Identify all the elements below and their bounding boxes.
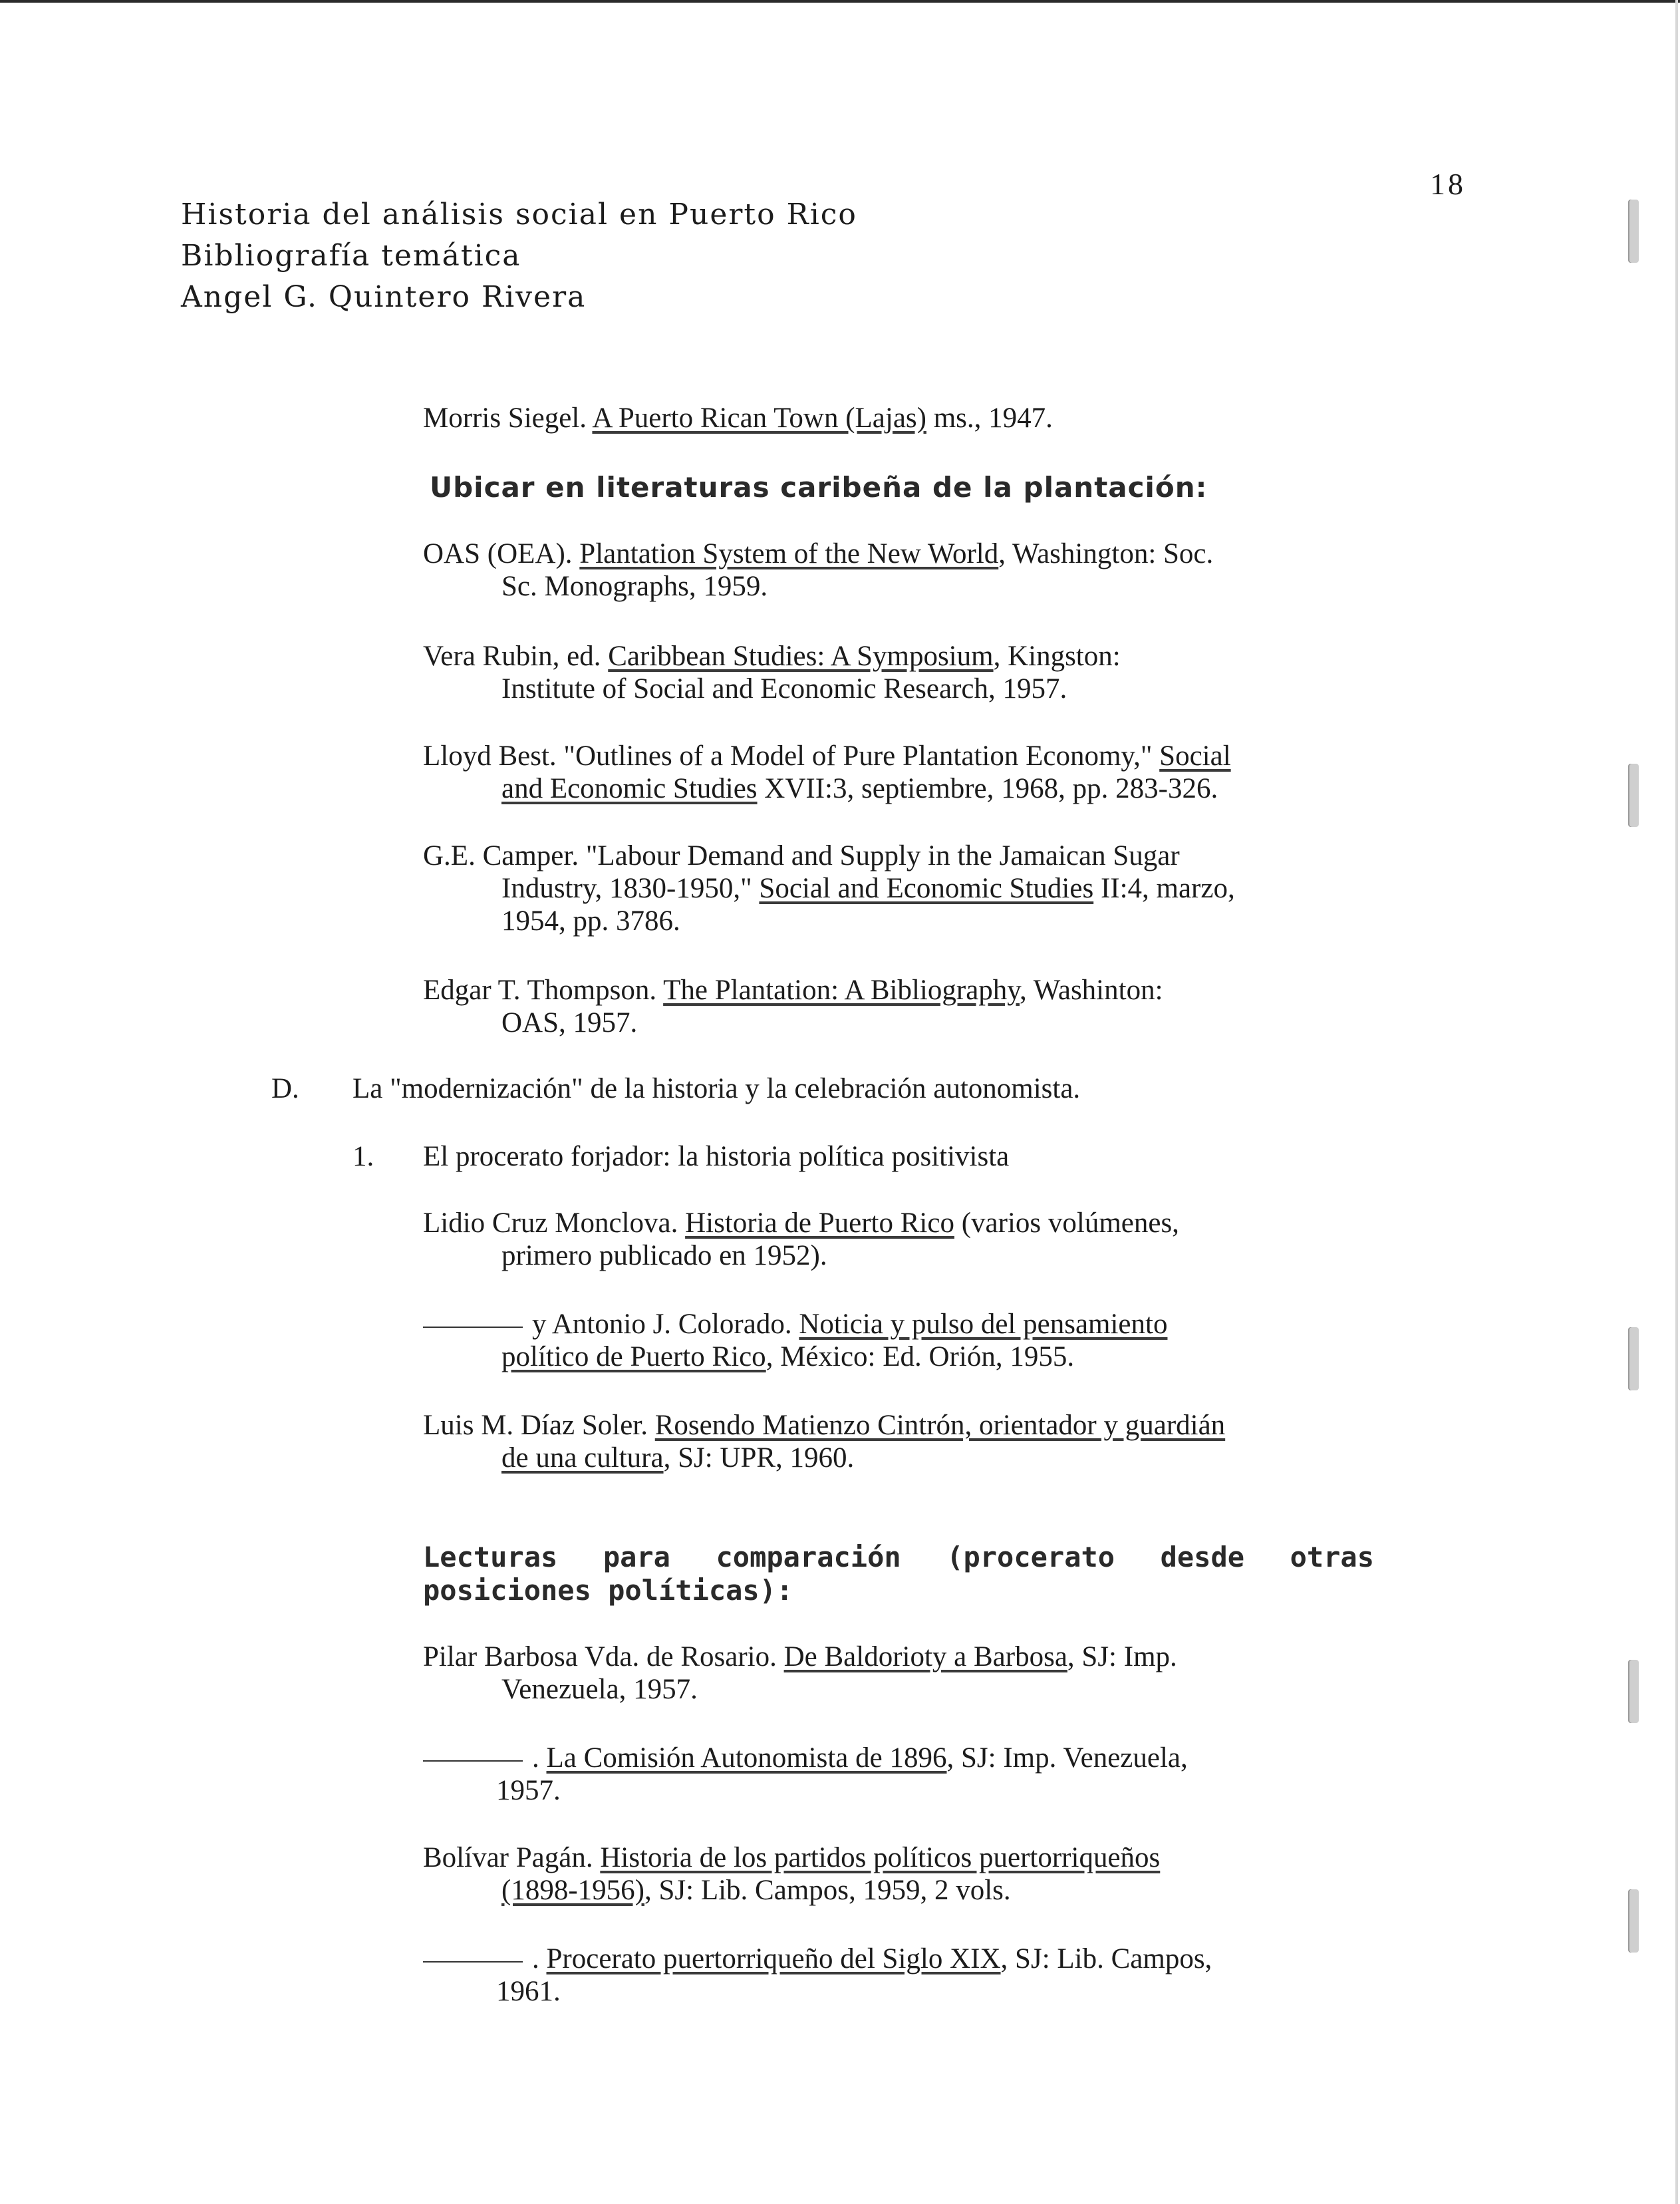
entry-author: Luis M. Díaz Soler. <box>423 1410 655 1441</box>
bibliography-entry <box>423 974 1374 1039</box>
bibliography-entry <box>423 538 1374 603</box>
entry-details: , SJ: Lib. Campos, 1959, 2 vols. <box>644 1875 1011 1906</box>
binder-tab <box>1628 1889 1639 1953</box>
entry-author: y Antonio J. Colorado. <box>532 1309 799 1340</box>
subsection-title: El procerato forjador: la historia política positivista <box>423 1141 1010 1172</box>
entry-title: De Baldorioty a Barbosa <box>783 1641 1067 1672</box>
ditto-dash <box>423 1961 523 1963</box>
entry-details-cont: Institute of Social and Economic Research, 1957. <box>501 673 1067 705</box>
header-title: Historia del análisis social en Puerto Rico <box>181 198 857 232</box>
section-letter: D. <box>271 1073 299 1104</box>
entry-details: II:4, marzo, <box>1093 873 1235 904</box>
entry-details: ms., 1947. <box>926 402 1053 434</box>
entry-title: Historia de los partidos políticos puertorriqueños <box>600 1842 1161 1873</box>
entry-title: Rosendo Matienzo Cintrón, orientador y guardián <box>654 1410 1226 1441</box>
bibliography-entry <box>423 640 1374 705</box>
entry-title: A Puerto Rican Town (Lajas) <box>592 402 926 434</box>
binder-tab <box>1628 1660 1639 1723</box>
header-subtitle: Bibliografía temática <box>181 239 521 273</box>
page-number: 18 <box>1430 167 1466 201</box>
right-border <box>1675 0 1678 2204</box>
bibliography-entry <box>423 402 1374 434</box>
ditto-dash <box>423 1760 523 1762</box>
bibliography-entry <box>423 1742 1374 1807</box>
entry-punct: . <box>532 1742 547 1774</box>
entry-details-cont: OAS, 1957. <box>501 1007 638 1038</box>
entry-author: G.E. Camper. "Labour Demand and Supply in the Jamaican Sugar <box>423 840 1180 871</box>
top-border <box>0 0 1680 3</box>
entry-details-cont: Sc. Monographs, 1959. <box>501 571 768 602</box>
entry-author: Lloyd Best. "Outlines of a Model of Pure Plantation Economy," <box>423 740 1160 772</box>
entry-details: XVII:3, septiembre, 1968, pp. 283-326. <box>757 773 1218 804</box>
entry-title-cont: (1898-1956) <box>501 1875 644 1906</box>
binder-tab <box>1628 1327 1639 1390</box>
entry-details-cont: Venezuela, 1957. <box>501 1674 698 1705</box>
entry-details: , Kingston: <box>993 641 1121 672</box>
entry-details: , SJ: Imp. Venezuela, <box>946 1742 1188 1774</box>
entry-title: Caribbean Studies: A Symposium <box>608 641 994 672</box>
entry-title: Plantation System of the New World <box>579 538 999 569</box>
section-heading: Lecturas para comparación (procerato desde otras posiciones políticas): <box>423 1541 1374 1607</box>
bibliography-entry <box>423 1841 1374 1907</box>
entry-details: , Washington: Soc. <box>998 538 1214 569</box>
bibliography-entry <box>423 1308 1374 1373</box>
bibliography-entry <box>423 740 1374 805</box>
entry-title-cont: and Economic Studies <box>501 773 758 804</box>
entry-author: Pilar Barbosa Vda. de Rosario. <box>423 1641 784 1672</box>
subsection-number: 1. <box>352 1141 374 1172</box>
bibliography-entry <box>423 840 1374 937</box>
section-title: La "modernización" de la historia y la celebración autonomista. <box>352 1073 1081 1104</box>
ditto-dash <box>423 1327 523 1328</box>
entry-title-cont: de una cultura <box>501 1442 664 1474</box>
entry-details: (varios volúmenes, <box>954 1207 1179 1239</box>
header-author: Angel G. Quintero Rivera <box>181 280 587 314</box>
entry-author: Vera Rubin, ed. <box>423 641 609 672</box>
entry-details: , Washinton: <box>1020 975 1163 1006</box>
entry-title: Social and Economic Studies <box>759 873 1094 904</box>
entry-details: , SJ: UPR, 1960. <box>663 1442 855 1474</box>
entry-punct: . <box>532 1943 547 1974</box>
entry-title: Procerato puertorriqueño del Siglo XIX <box>546 1943 1001 1974</box>
entry-title: Social <box>1159 740 1231 772</box>
bibliography-entry <box>423 1641 1374 1706</box>
entry-details-cont: 1954, pp. 3786. <box>501 905 680 937</box>
bibliography-entry <box>423 1409 1374 1474</box>
section-heading: Ubicar en literaturas caribeña de la plantación: <box>430 471 1208 504</box>
entry-title: The Plantation: A Bibliography <box>663 975 1020 1006</box>
bibliography-entry <box>423 1207 1374 1272</box>
entry-author: Bolívar Pagán. <box>423 1842 601 1873</box>
binder-tab <box>1628 200 1639 263</box>
entry-details-cont: primero publicado en 1952). <box>501 1240 827 1271</box>
entry-details: , México: Ed. Orión, 1955. <box>766 1341 1075 1372</box>
entry-details-cont: 1961. <box>496 1976 561 2007</box>
bibliography-entry <box>423 1943 1374 2008</box>
entry-title: Noticia y pulso del pensamiento <box>799 1309 1168 1340</box>
entry-title: Historia de Puerto Rico <box>685 1207 954 1239</box>
entry-author: Edgar T. Thompson. <box>423 975 664 1006</box>
entry-author: Morris Siegel. <box>423 402 593 434</box>
entry-title: La Comisión Autonomista de 1896 <box>546 1742 947 1774</box>
entry-details: , SJ: Imp. <box>1067 1641 1177 1672</box>
entry-article: Industry, 1830-1950," <box>501 873 760 904</box>
entry-title-cont: político de Puerto Rico <box>501 1341 766 1372</box>
entry-author: OAS (OEA). <box>423 538 580 569</box>
entry-details: , SJ: Lib. Campos, <box>1000 1943 1212 1974</box>
binder-tab <box>1628 764 1639 827</box>
entry-details-cont: 1957. <box>496 1775 561 1806</box>
document-header <box>181 194 857 318</box>
entry-author: Lidio Cruz Monclova. <box>423 1207 686 1239</box>
